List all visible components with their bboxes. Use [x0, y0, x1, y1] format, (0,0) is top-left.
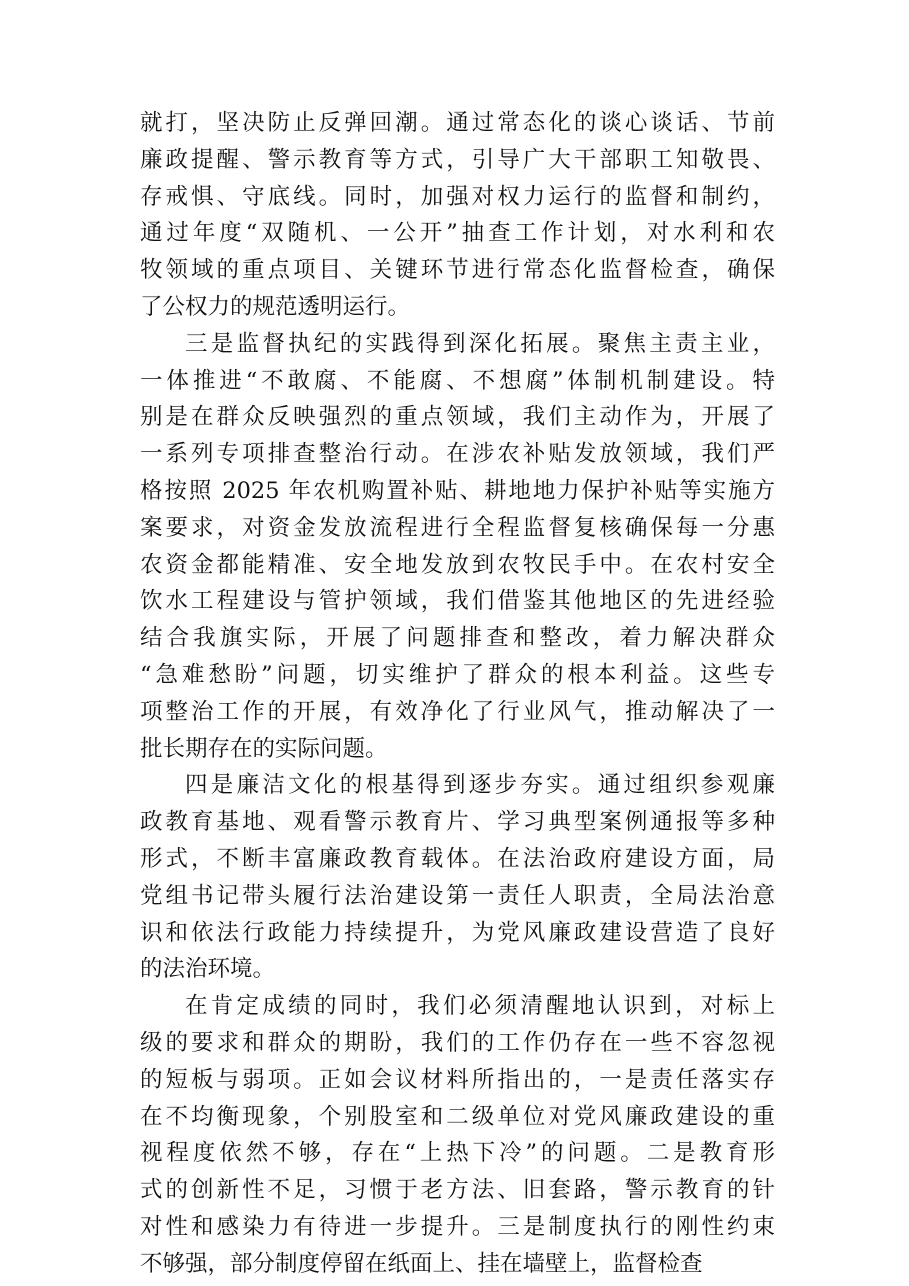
text-line: 案要求，对资金发放流程进行全程监督复核确保每一分惠 — [140, 514, 775, 541]
text-line: 存戒惧、守底线。同时，加强对权力运行的监督和制约， — [140, 183, 775, 210]
text-line: 结合我旗实际，开展了问题排查和整改，着力解决群众 — [140, 625, 775, 652]
text-line: 在不均衡现象，个别股室和二级单位对党风廉政建设的重 — [140, 1103, 775, 1130]
text-line: 三是监督执纪的实践得到深化拓展。聚焦主责主业， — [185, 330, 775, 357]
text-line: 对性和感染力有待进一步提升。三是制度执行的刚性约束 — [140, 1213, 775, 1240]
text-line: 的短板与弱项。正如会议材料所指出的，一是责任落实存 — [140, 1066, 775, 1093]
text-line: 视程度依然不够，存在“上热下冷”的问题。二是教育形 — [140, 1140, 775, 1167]
text-line: 廉政提醒、警示教育等方式，引导广大干部职工知敬畏、 — [140, 146, 775, 173]
paragraph — [140, 767, 775, 988]
text-line: 式的创新性不足，习惯于老方法、旧套路，警示教育的针 — [140, 1177, 775, 1204]
text-line: 级的要求和群众的期盼，我们的工作仍存在一些不容忽视 — [140, 1029, 775, 1056]
text-line: “急难愁盼”问题，切实维护了群众的根本利益。这些专 — [140, 661, 775, 688]
text-line: 了公权力的规范透明运行。 — [140, 293, 411, 320]
paragraph — [140, 326, 775, 768]
paragraph — [140, 105, 775, 326]
text-line: 牧领域的重点项目、关键环节进行常态化监督检查，确保 — [140, 257, 775, 284]
text-line: 识和依法行政能力持续提升，为党风廉政建设营造了良好 — [140, 919, 775, 946]
text-line: 饮水工程建设与管护领域，我们借鉴其他地区的先进经验 — [140, 588, 775, 615]
document-body — [140, 105, 775, 1283]
text-line: 四是廉洁文化的根基得到逐步夯实。通过组织参观廉 — [185, 772, 775, 799]
text-line: 党组书记带头履行法治建设第一责任人职责，全局法治意 — [140, 882, 775, 909]
text-line: 一系列专项排查整治行动。在涉农补贴发放领域，我们严 — [140, 441, 775, 468]
text-line: 的法治环境。 — [140, 956, 276, 983]
text-line: 格按照 2025 年农机购置补贴、耕地地力保护补贴等实施方 — [140, 477, 775, 504]
paragraph — [140, 988, 775, 1282]
text-line: 在肯定成绩的同时，我们必须清醒地认识到，对标上 — [185, 993, 775, 1020]
text-line: 批长期存在的实际问题。 — [140, 735, 388, 762]
text-line: 通过年度“双随机、一公开”抽查工作计划，对水利和农 — [140, 220, 775, 247]
text-line: 政教育基地、观看警示教育片、学习典型案例通报等多种 — [140, 809, 775, 836]
text-line: 一体推进“不敢腐、不能腐、不想腐”体制机制建设。特 — [140, 367, 775, 394]
text-line: 别是在群众反映强烈的重点领域，我们主动作为，开展了 — [140, 404, 775, 431]
text-line: 项整治工作的开展，有效净化了行业风气，推动解决了一 — [140, 698, 775, 725]
text-line: 形式，不断丰富廉政教育载体。在法治政府建设方面，局 — [140, 845, 775, 872]
text-line: 不够强，部分制度停留在纸面上、挂在墙壁上，监督检查 — [140, 1250, 703, 1277]
text-line: 就打，坚决防止反弹回潮。通过常态化的谈心谈话、节前 — [140, 110, 775, 136]
text-line: 农资金都能精准、安全地发放到农牧民手中。在农村安全 — [140, 551, 775, 578]
